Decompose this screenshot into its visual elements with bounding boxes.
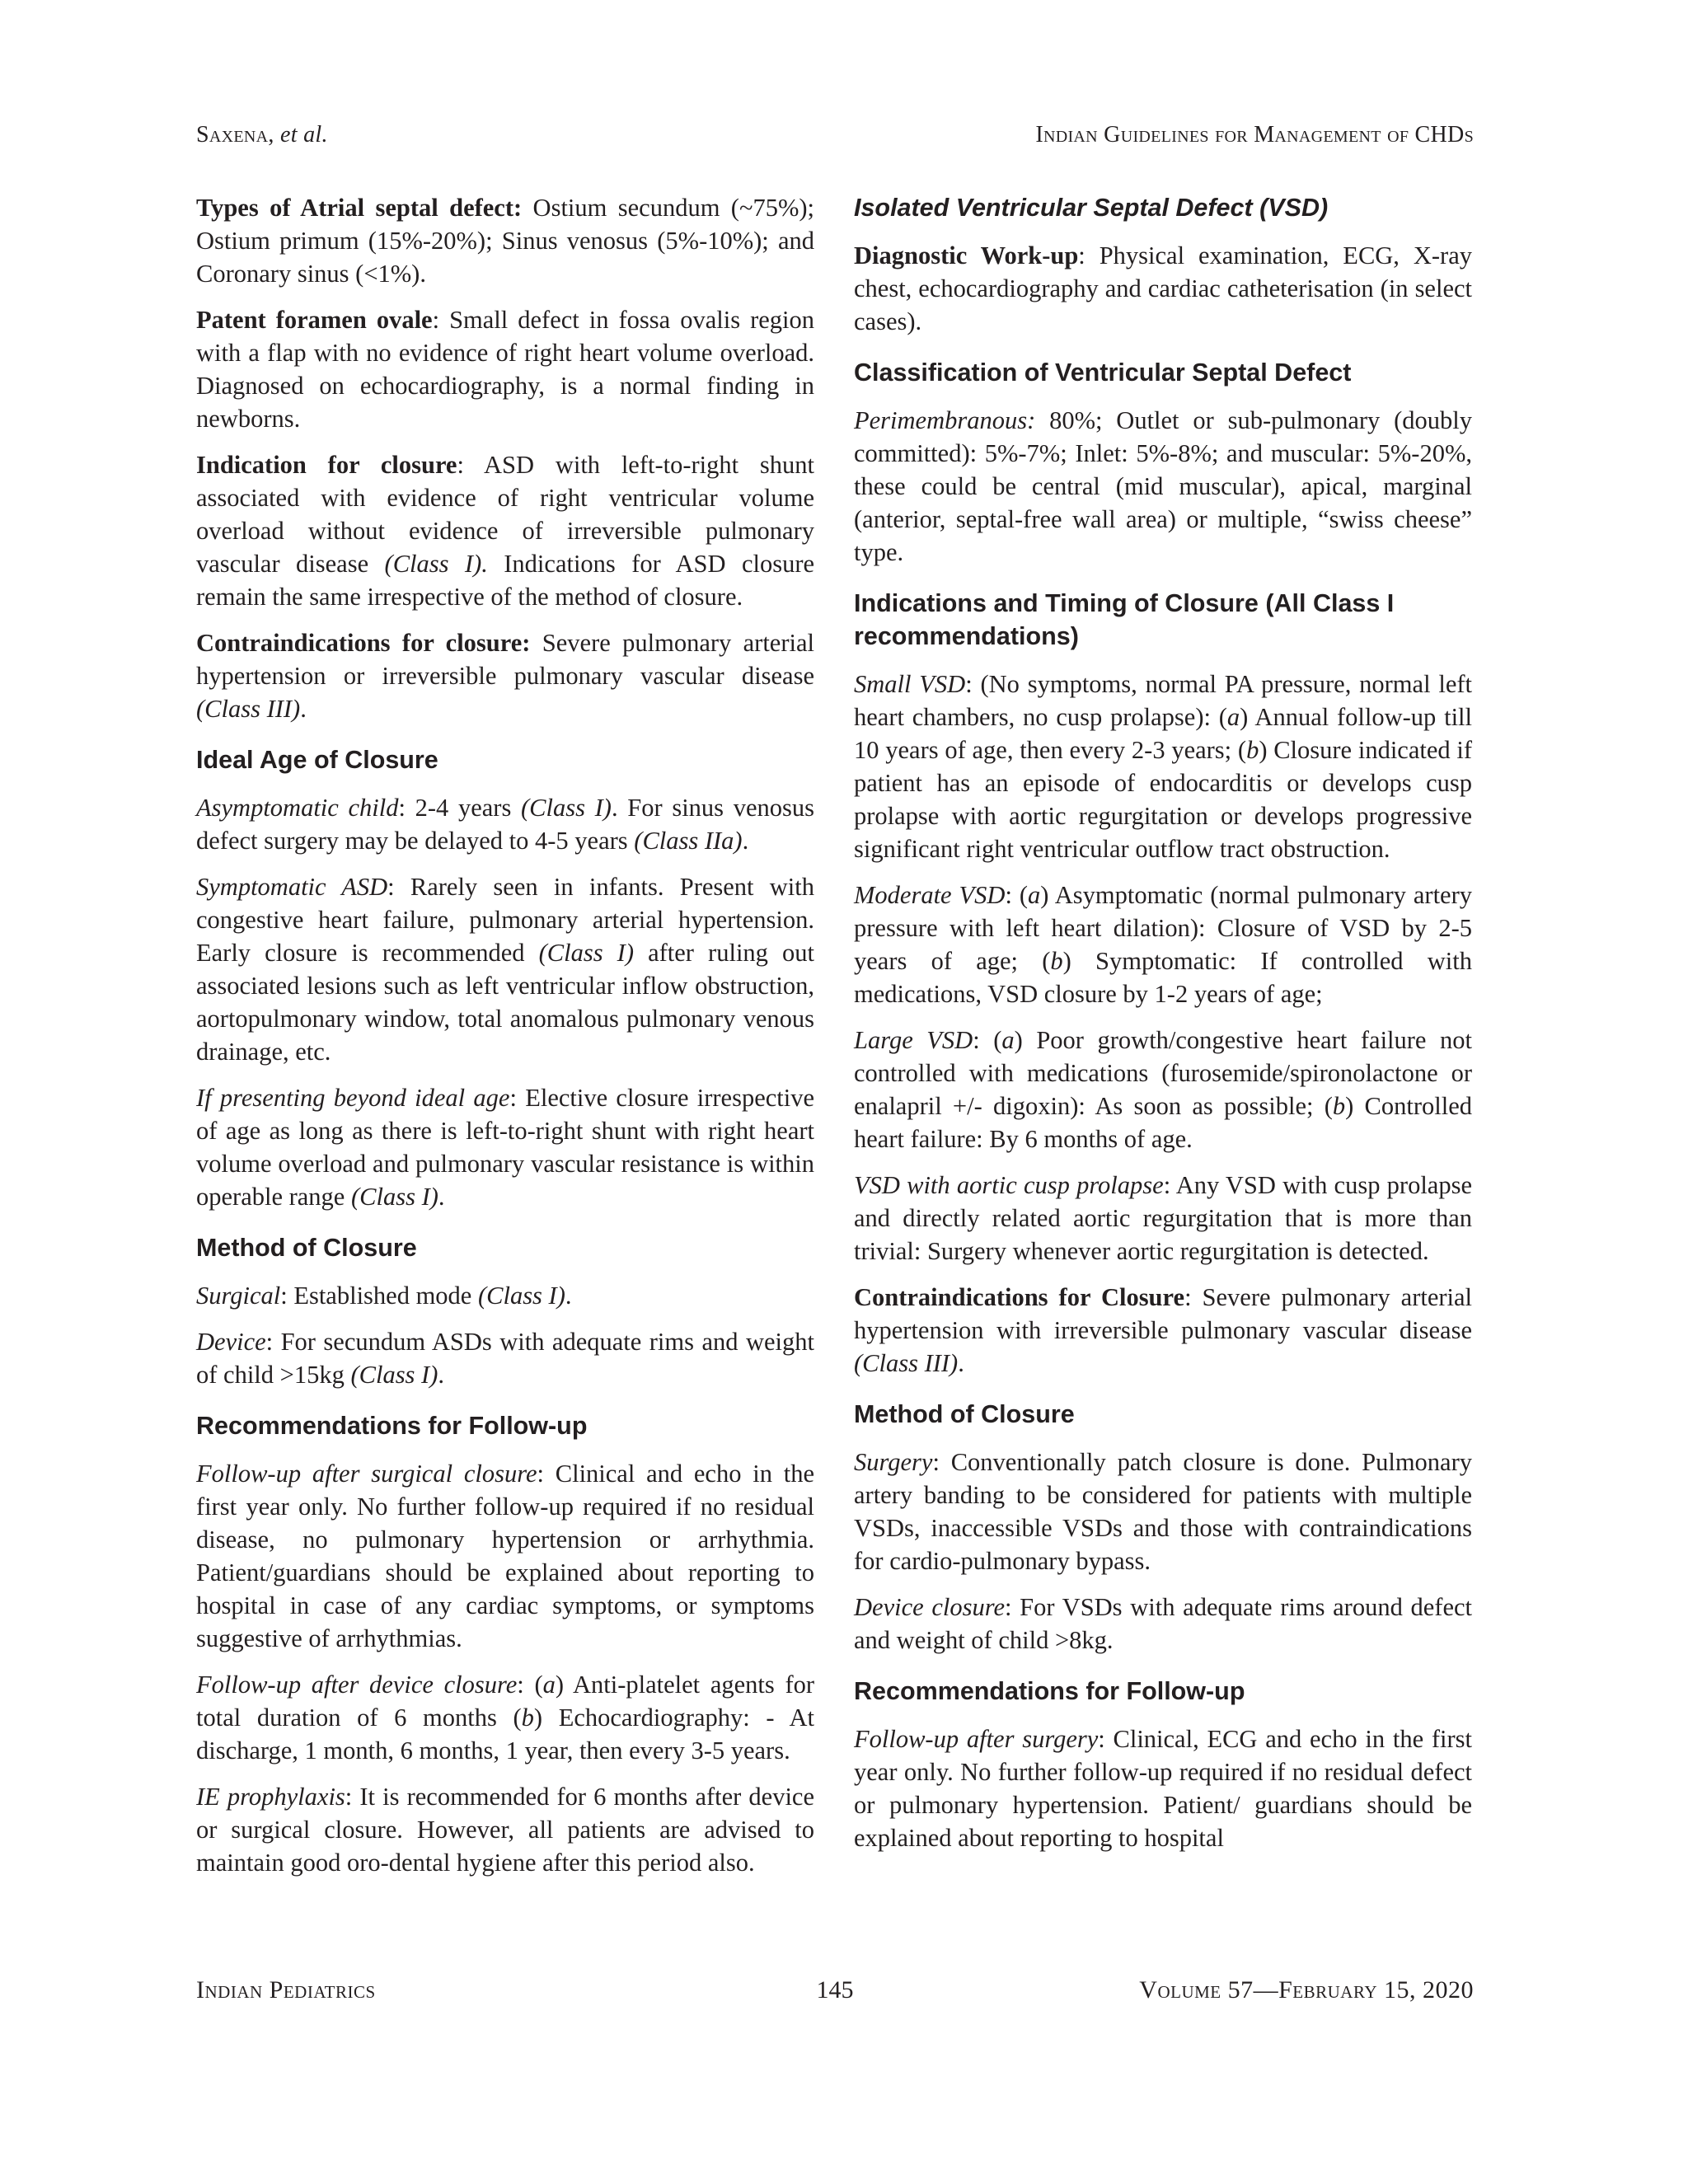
page-footer <box>196 1976 1474 2013</box>
heading-method-of-closure: Method of Closure <box>196 1234 417 1262</box>
heading-classification-vsd: Classification of Ventricular Septal Defect <box>854 359 1352 387</box>
paragraph-aortic-cusp-prolapse: VSD with aortic cusp prolapse: Any VSD with cusp prolapse and directly related aortic regurgitation that is more than trivial: Surgery whenever aortic regurgitation is detected. <box>854 1171 1472 1265</box>
paragraph-ie-prophylaxis: IE prophylaxis: It is recommended for 6 months after device or surgical closure. However, all patients are advised to maintain good oro-dental hygiene after this period also. <box>196 1783 815 1877</box>
heading-follow-up: Recommendations for Follow-up <box>196 1412 588 1440</box>
heading-isolated-vsd: Isolated Ventricular Septal Defect (VSD) <box>854 194 1329 222</box>
running-head-title: Indian Guidelines for Management of CHDs <box>1035 122 1474 148</box>
running-head-authors: Saxena, et al. <box>196 122 328 148</box>
left-column <box>196 191 814 1892</box>
paragraph-surgery: Surgery: Conventionally patch closure is done. Pulmonary artery banding to be considered for patients with multiple VSDs, inaccessible VSDs and those with contraindications for cardio-pulmonary bypass. <box>854 1448 1472 1575</box>
paragraph-symptomatic: Symptomatic ASD: Rarely seen in infants. Present with congestive heart failure, pulmonary arterial hypertension. Early closure is recommended (Class I) after ruling out associated lesions such as left ventricular inflow obstruction, aortopulmonary window, total anomalous pulmonary venous drainage, etc. <box>196 873 814 1066</box>
paragraph-device: Device: For secundum ASDs with adequate rims and weight of child >15kg (Class I). <box>196 1328 814 1389</box>
heading-vsd-follow-up: Recommendations for Follow-up <box>854 1677 1245 1705</box>
paragraph-followup-surgical: Follow-up after surgical closure: Clinical and echo in the first year only. No further follow-up required if no residual disease, no pulmonary hypertension or arrhythmia. Patient/guardians should be explained about reporting to hospital in case of any cardiac symptoms, or symptoms suggestive of arrhythmias. <box>196 1460 814 1652</box>
paragraph-followup-surgery: Follow-up after surgery: Clinical, ECG and echo in the first year only. No further follow-up required if no residual defect or pulmonary hypertension. Patient/ guardians should be explained about reporting to hospital <box>854 1725 1473 1852</box>
paragraph-large-vsd: Large VSD: (a) Poor growth/congestive heart failure not controlled with medications (furosemide/spironolactone or enalapril +/- digoxin): As soon as possible; (b) Controlled heart failure: By 6 months of age. <box>854 1026 1472 1153</box>
paragraph-vsd-contraindications: Contraindications for Closure: Severe pulmonary arterial hypertension with irreversible pulmonary vascular disease (Class III). <box>854 1283 1472 1377</box>
footer-volume-date: Volume 57—February 15, 2020 <box>1139 1976 1474 2004</box>
paragraph-device-closure: Device closure: For VSDs with adequate rims around defect and weight of child >8kg. <box>854 1593 1472 1654</box>
running-head <box>196 122 1474 158</box>
paragraph-moderate-vsd: Moderate VSD: (a) Asymptomatic (normal pulmonary artery pressure with left heart dilation): Closure of VSD by 2-5 years of age; (b) Symptomatic: If controlled with medications, VSD closure by 1-2 years of age; <box>854 881 1473 1008</box>
paragraph-asymptomatic: Asymptomatic child: 2-4 years (Class I). For sinus venosus defect surgery may be delayed to 4-5 years (Class IIa). <box>196 794 814 855</box>
heading-indications-timing: Indications and Timing of Closure (All Class I recommendations) <box>854 589 1395 650</box>
footer-journal-name: Indian Pediatrics <box>196 1976 376 2004</box>
paragraph-beyond-ideal-age: If presenting beyond ideal age: Elective closure irrespective of age as long as there is left-to-right shunt with right heart volume overload and pulmonary vascular resistance is within operable range (Class I). <box>196 1084 815 1211</box>
paragraph-surgical: Surgical: Established mode (Class I). <box>196 1282 572 1310</box>
paragraph-small-vsd: Small VSD: (No symptoms, normal PA pressure, normal left heart chambers, no cusp prolapse): (a) Annual follow-up till 10 years of age, then every 2-3 years; (b) Closure indicated if patient has an episode of endocarditis or develops cusp prolapse with aortic regurgitation or develops progressive significant right ventricular outflow tract obstruction. <box>854 670 1473 863</box>
paragraph-contraindications: Contraindications for closure: Severe pulmonary arterial hypertension or irreversible pulmonary vascular disease (Class III). <box>196 629 814 723</box>
paragraph-diagnostic-workup: Diagnostic Work-up: Physical examination, ECG, X-ray chest, echocardiography and cardiac catheterisation (in select cases). <box>854 241 1472 335</box>
paragraph-types-asd: Types of Atrial septal defect: Ostium secundum (~75%); Ostium primum (15%-20%); Sinus venosus (5%-10%); and Coronary sinus (<1%). <box>196 194 814 288</box>
paragraph-followup-device: Follow-up after device closure: (a) Anti-platelet agents for total duration of 6 months (b) Echocardiography: - At discharge, 1 month, 6 months, 1 year, then every 3-5 years. <box>196 1671 815 1765</box>
paragraph-pfo: Patent foramen ovale: Small defect in fossa ovalis region with a flap with no evidence of right heart volume overload. Diagnosed on echocardiography, is a normal finding in newborns. <box>196 306 814 433</box>
heading-vsd-method-of-closure: Method of Closure <box>854 1400 1075 1428</box>
paragraph-perimembranous: Perimembranous: 80%; Outlet or sub-pulmonary (doubly committed): 5%-7%; Inlet: 5%-8%; and muscular: 5%-20%, these could be central (mid muscular), apical, marginal (anterior, septal-free wall area) or multiple, “swiss cheese” type. <box>854 406 1472 566</box>
heading-ideal-age: Ideal Age of Closure <box>196 746 438 774</box>
page-number: 145 <box>816 1976 854 2004</box>
paragraph-indication: Indication for closure: ASD with left-to-right shunt associated with evidence of right ventricular volume overload without evidence of irreversible pulmonary vascular disease (Class I). Indications for ASD closure remain the same irrespective of the method of closure. <box>196 451 815 611</box>
right-column <box>854 191 1472 1868</box>
